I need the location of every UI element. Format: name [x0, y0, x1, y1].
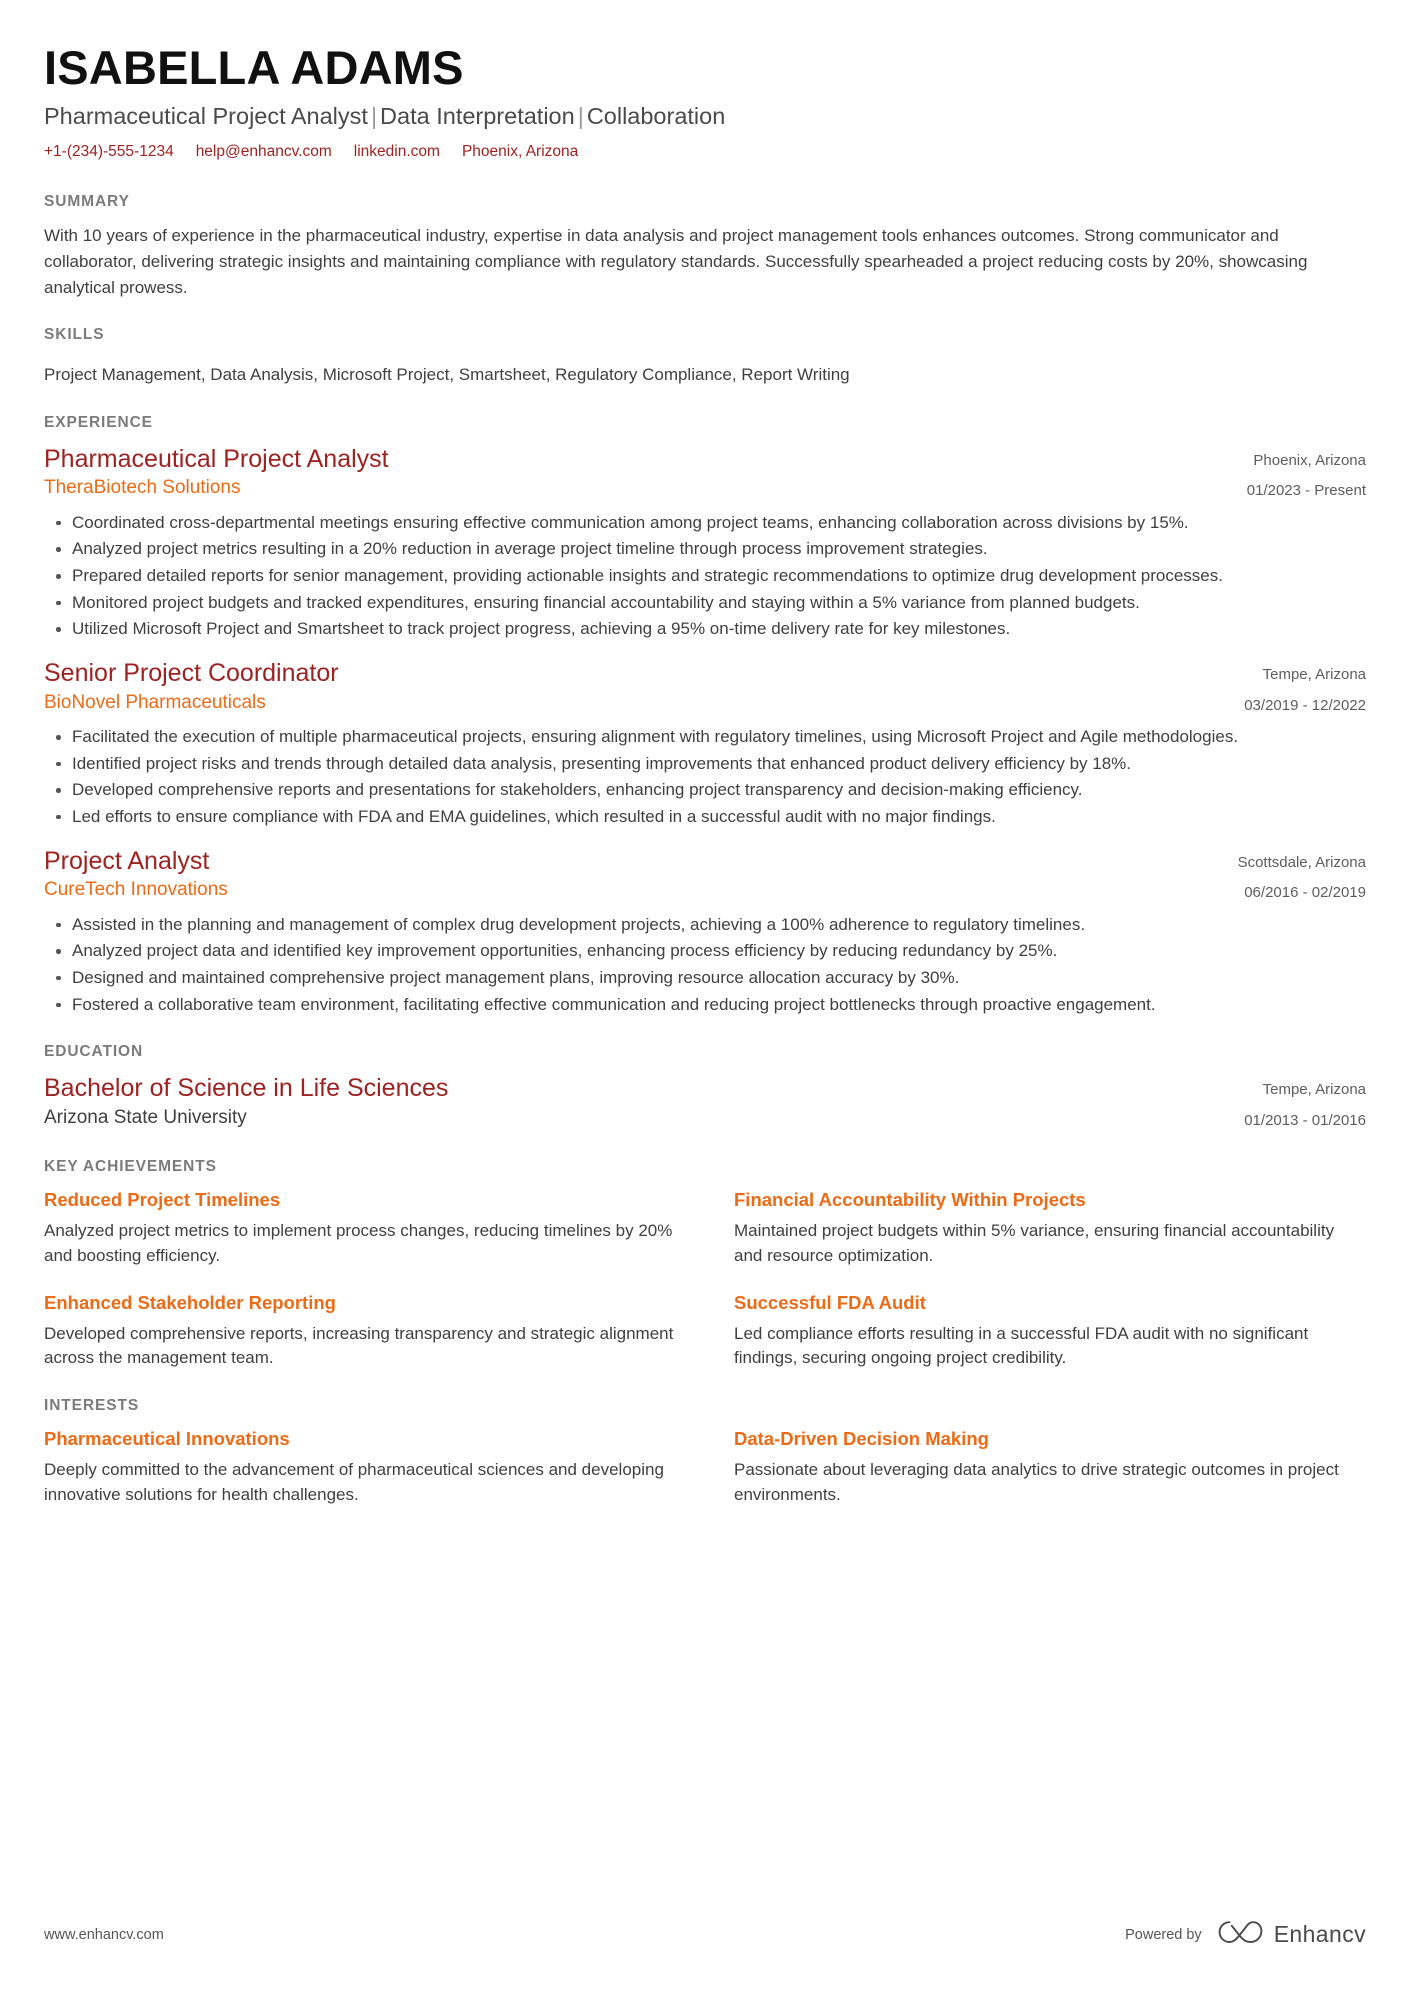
- key-achievements-grid: [44, 1188, 1366, 1371]
- experience-entries: [44, 444, 1366, 1017]
- experience-entry: [44, 846, 1366, 1018]
- section-skills: [44, 326, 1366, 388]
- enhancv-brand: [1216, 1918, 1366, 1951]
- achievement-item-title: Successful FDA Audit: [734, 1291, 926, 1313]
- section-key-achievements: [44, 1158, 1366, 1371]
- achievement-item: [734, 1188, 1366, 1268]
- achievement-item-title: Reduced Project Timelines: [44, 1189, 281, 1211]
- contact-email[interactable]: help@enhancv.com: [195, 143, 332, 161]
- experience-bullet: Led efforts to ensure compliance with FDA and EMA guidelines, which resulted in a successful audit with no major findings.: [48, 805, 1366, 830]
- experience-entry-identity: [44, 658, 1244, 715]
- achievement-item-text: Developed comprehensive reports, increasing transparency and strategic alignment across the management team.: [44, 1323, 674, 1368]
- section-title-summary: SUMMARY: [44, 192, 130, 210]
- experience-bullet: Facilitated the execution of multiple pharmaceutical projects, ensuring alignment with regulatory timelines, using Microsoft Project and Agile methodologies.: [48, 725, 1366, 750]
- footer-website-link[interactable]: www.enhancv.com: [44, 1926, 164, 1943]
- education-date-range: 01/2013 - 01/2016: [1244, 1111, 1366, 1129]
- section-title-experience: EXPERIENCE: [44, 413, 153, 431]
- education-entries: [44, 1073, 1366, 1132]
- achievement-item-text: Analyzed project metrics to implement process changes, reducing timelines by 20% and boosting efficiency.: [44, 1221, 673, 1265]
- experience-entry-meta: [1244, 658, 1366, 717]
- resume-footer: [44, 1918, 1366, 1951]
- experience-bullet: Identified project risks and trends through detailed data analysis, presenting improvements that enhanced product delivery efficiency by 18%.: [48, 752, 1366, 777]
- achievement-item-text: Led compliance efforts resulting in a successful FDA audit with no significant findings, securing ongoing project credibility.: [734, 1323, 1309, 1368]
- headline-part: Pharmaceutical Project Analyst: [44, 102, 368, 129]
- interest-item: [734, 1427, 1366, 1507]
- experience-entry-meta: [1247, 444, 1366, 503]
- section-title-key-achievements: KEY ACHIEVEMENTS: [44, 1158, 217, 1176]
- enhancv-brand-name: Enhancv: [1273, 1921, 1366, 1947]
- experience-bullet-list: [44, 511, 1366, 642]
- achievement-item: [44, 1188, 676, 1268]
- section-title-interests: INTERESTS: [44, 1396, 140, 1414]
- bottom-spacer: [44, 1507, 1366, 1627]
- headline-separator: |: [370, 102, 378, 129]
- experience-job-title: Project Analyst: [44, 846, 210, 875]
- section-education: [44, 1043, 1366, 1132]
- experience-bullet-list: [44, 913, 1366, 1018]
- experience-date-range: 06/2016 - 02/2019: [1244, 884, 1366, 902]
- experience-location: Phoenix, Arizona: [1253, 451, 1366, 469]
- experience-entry-identity: [44, 846, 1238, 903]
- experience-bullet: Analyzed project metrics resulting in a 20% reduction in average project timeline through process improvement strategies.: [48, 537, 1366, 562]
- experience-bullet: Designed and maintained comprehensive project management plans, improving resource allocation accuracy by 30%.: [48, 966, 1366, 991]
- experience-company-name: BioNovel Pharmaceuticals: [44, 691, 266, 713]
- interests-grid: [44, 1427, 1366, 1507]
- experience-entry-header: [44, 444, 1366, 503]
- experience-entry-meta: [1238, 846, 1366, 905]
- experience-company-name: TheraBiotech Solutions: [44, 477, 241, 499]
- headline-part: Data Interpretation: [380, 102, 575, 129]
- experience-company-name: CureTech Innovations: [44, 879, 228, 901]
- education-entry-meta: [1244, 1073, 1366, 1132]
- experience-entry-identity: [44, 444, 1247, 501]
- interest-item-text: Passionate about leveraging data analytics to drive strategic outcomes in project environments.: [734, 1459, 1339, 1504]
- contact-phone[interactable]: +1-(234)-555-1234: [44, 143, 174, 161]
- skills-list: Project Management, Data Analysis, Microsoft Project, Smartsheet, Regulatory Compliance, Report Writing: [44, 365, 850, 385]
- education-entry-header: [44, 1073, 1366, 1132]
- achievement-item: [734, 1291, 1366, 1371]
- section-title-education: EDUCATION: [44, 1043, 144, 1061]
- powered-by-label: Powered by: [1125, 1926, 1202, 1943]
- experience-bullet: Utilized Microsoft Project and Smartsheet to track project progress, achieving a 95% on-time delivery rate for key milestones.: [48, 617, 1366, 642]
- experience-bullet: Analyzed project data and identified key improvement opportunities, enhancing process efficiency by reducing redundancy by 25%.: [48, 939, 1366, 964]
- experience-bullet-list: [44, 725, 1366, 830]
- headline-part: Collaboration: [586, 102, 726, 129]
- experience-bullet: Assisted in the planning and management of complex drug development projects, achieving a 100% adherence to regulatory timelines.: [48, 913, 1366, 938]
- experience-date-range: 01/2023 - Present: [1246, 482, 1366, 500]
- interest-item-title: Pharmaceutical Innovations: [44, 1427, 290, 1449]
- interest-item-title: Data-Driven Decision Making: [734, 1427, 989, 1449]
- experience-entry: [44, 444, 1366, 642]
- experience-job-title: Senior Project Coordinator: [44, 659, 339, 688]
- summary-text: With 10 years of experience in the pharmaceutical industry, expertise in data analysis and project management tools enhances outcomes. Strong communicator and collaborator, delivering strategic insights and maintaining compliance with regulatory standards. Successfully spearheaded a project reducing costs by 20%, showcasing analytical prowess.: [44, 225, 1308, 297]
- resume-header: [44, 42, 1366, 167]
- experience-location: Scottsdale, Arizona: [1237, 853, 1366, 871]
- education-entry-identity: [44, 1073, 1244, 1130]
- experience-bullet: Monitored project budgets and tracked expenditures, ensuring financial accountability and staying within a 5% variance from planned budgets.: [48, 591, 1366, 616]
- experience-bullet: Prepared detailed reports for senior management, providing actionable insights and strategic recommendations to optimize drug development processes.: [48, 564, 1366, 589]
- section-interests: [44, 1397, 1366, 1507]
- footer-branding: [1125, 1918, 1366, 1951]
- experience-date-range: 03/2019 - 12/2022: [1244, 696, 1366, 714]
- enhancv-logo-icon: [1216, 1918, 1264, 1951]
- candidate-name: ISABELLA ADAMS: [44, 41, 464, 94]
- achievement-item-text: Maintained project budgets within 5% variance, ensuring financial accountability and resource optimization.: [734, 1221, 1335, 1265]
- experience-job-title: Pharmaceutical Project Analyst: [44, 444, 389, 473]
- education-location: Tempe, Arizona: [1262, 1081, 1366, 1099]
- section-title-skills: SKILLS: [44, 326, 105, 344]
- experience-location: Tempe, Arizona: [1262, 666, 1366, 684]
- headline-separator: |: [577, 102, 584, 129]
- experience-entry: [44, 658, 1366, 830]
- interest-item-text: Deeply committed to the advancement of pharmaceutical sciences and developing innovative solutions for health challenges.: [44, 1459, 664, 1504]
- contact-row: [44, 141, 1366, 163]
- experience-entry-header: [44, 846, 1366, 905]
- education-school: Arizona State University: [44, 1106, 247, 1128]
- achievement-item-title: Enhanced Stakeholder Reporting: [44, 1291, 336, 1313]
- experience-bullet: Coordinated cross-departmental meetings ensuring effective communication among project teams, enhancing collaboration across divisions by 15%.: [48, 511, 1366, 536]
- education-degree: Bachelor of Science in Life Sciences: [44, 1074, 449, 1103]
- interest-item: [44, 1427, 676, 1507]
- experience-entry-header: [44, 658, 1366, 717]
- achievement-item-title: Financial Accountability Within Projects: [734, 1189, 1086, 1211]
- contact-linkedin[interactable]: linkedin.com: [353, 143, 440, 161]
- education-entry: [44, 1073, 1366, 1132]
- section-summary: [44, 193, 1366, 300]
- section-experience: [44, 414, 1366, 1017]
- experience-bullet: Fostered a collaborative team environment, facilitating effective communication and reducing project bottlenecks through proactive engagement.: [48, 993, 1366, 1018]
- experience-bullet: Developed comprehensive reports and presentations for stakeholders, enhancing project transparency and decision-making efficiency.: [48, 778, 1366, 803]
- achievement-item: [44, 1291, 676, 1371]
- candidate-headline: [44, 101, 1366, 132]
- contact-location[interactable]: Phoenix, Arizona: [461, 143, 579, 161]
